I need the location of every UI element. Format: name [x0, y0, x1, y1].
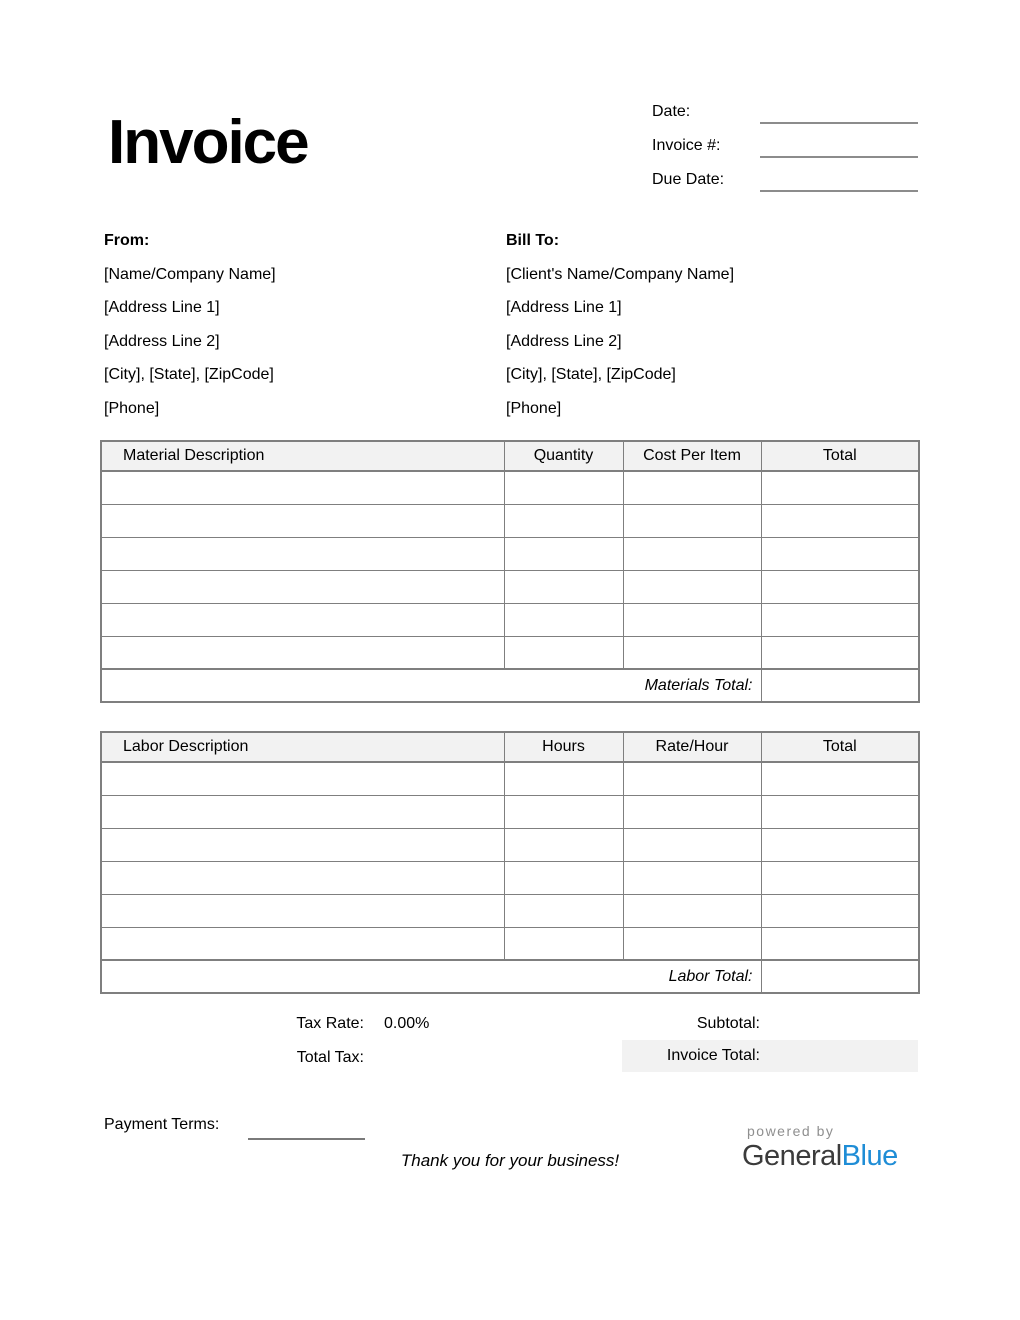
date-field-line[interactable]	[760, 122, 918, 124]
table-cell[interactable]	[101, 927, 504, 960]
table-row	[101, 861, 919, 894]
invoice-number-field-line[interactable]	[760, 156, 918, 158]
bill-to-city-line: [City], [State], [ZipCode]	[506, 366, 676, 384]
materials-header-row	[101, 441, 919, 471]
table-cell[interactable]	[623, 471, 761, 504]
table-cell[interactable]	[504, 828, 623, 861]
labor-header-row	[101, 732, 919, 762]
table-row	[101, 504, 919, 537]
from-name-line: [Name/Company Name]	[104, 265, 276, 283]
materials-header-quantity: Quantity	[504, 441, 623, 471]
table-cell[interactable]	[761, 471, 919, 504]
table-cell[interactable]	[623, 603, 761, 636]
table-cell[interactable]	[623, 828, 761, 861]
table-row	[101, 471, 919, 504]
from-phone-line: [Phone]	[104, 399, 160, 417]
materials-total-value-cell[interactable]	[761, 669, 919, 702]
bill-to-address2-line: [Address Line 2]	[506, 332, 622, 350]
table-cell[interactable]	[101, 471, 504, 504]
table-cell[interactable]	[504, 927, 623, 960]
brand-logo	[742, 1140, 898, 1173]
table-cell[interactable]	[504, 537, 623, 570]
table-cell[interactable]	[101, 861, 504, 894]
table-cell[interactable]	[504, 603, 623, 636]
table-cell[interactable]	[101, 762, 504, 795]
materials-header-cost-per-item: Cost Per Item	[623, 441, 761, 471]
table-cell[interactable]	[101, 570, 504, 603]
brand-blue-text: Blue	[841, 1140, 898, 1172]
table-cell[interactable]	[761, 537, 919, 570]
table-cell[interactable]	[504, 861, 623, 894]
due-date-field-line[interactable]	[760, 190, 918, 192]
materials-table	[100, 440, 920, 703]
materials-header-total: Total	[761, 441, 919, 471]
table-cell[interactable]	[623, 861, 761, 894]
brand-general-text: General	[742, 1140, 842, 1172]
due-date-label: Due Date:	[652, 171, 725, 188]
powered-by-text: powered by	[747, 1123, 835, 1139]
table-cell[interactable]	[101, 603, 504, 636]
table-cell[interactable]	[101, 537, 504, 570]
materials-total-label: Materials Total:	[101, 669, 761, 702]
materials-body	[101, 471, 919, 669]
table-cell[interactable]	[623, 762, 761, 795]
table-row	[101, 894, 919, 927]
labor-total-value-cell[interactable]	[761, 960, 919, 993]
table-cell[interactable]	[623, 504, 761, 537]
from-city-line: [City], [State], [ZipCode]	[104, 366, 274, 384]
table-cell[interactable]	[761, 504, 919, 537]
thank-you-note: Thank you for your business!	[400, 1151, 620, 1170]
bill-to-phone-line: [Phone]	[506, 399, 562, 417]
labor-body	[101, 762, 919, 960]
invoice-number-label: Invoice #:	[652, 137, 721, 154]
table-cell[interactable]	[101, 828, 504, 861]
table-cell[interactable]	[101, 504, 504, 537]
from-section	[104, 224, 276, 426]
materials-header-description: Material Description	[101, 441, 504, 471]
payment-terms-field-line[interactable]	[248, 1138, 365, 1140]
table-cell[interactable]	[504, 762, 623, 795]
bill-to-address1-line: [Address Line 1]	[506, 299, 622, 317]
table-cell[interactable]	[623, 570, 761, 603]
table-row	[101, 828, 919, 861]
page-title: Invoice	[108, 108, 308, 177]
labor-total-row	[101, 960, 919, 993]
labor-header-description: Labor Description	[101, 732, 504, 762]
table-row	[101, 795, 919, 828]
table-cell[interactable]	[761, 927, 919, 960]
subtotal-label: Subtotal:	[696, 1015, 760, 1032]
table-row	[101, 603, 919, 636]
table-cell[interactable]	[504, 894, 623, 927]
bill-to-heading: Bill To:	[506, 232, 560, 249]
table-cell[interactable]	[623, 894, 761, 927]
table-cell[interactable]	[101, 795, 504, 828]
from-heading: From:	[104, 232, 150, 249]
table-row	[101, 927, 919, 960]
tax-rate-label: Tax Rate:	[296, 1015, 364, 1032]
table-cell[interactable]	[504, 504, 623, 537]
tax-rate-value[interactable]: 0.00%	[384, 1015, 430, 1032]
table-cell[interactable]	[504, 471, 623, 504]
table-cell[interactable]	[761, 795, 919, 828]
labor-header-hours: Hours	[504, 732, 623, 762]
bill-to-section	[506, 224, 734, 426]
from-address2-line: [Address Line 2]	[104, 332, 220, 350]
table-cell[interactable]	[504, 570, 623, 603]
table-cell[interactable]	[623, 927, 761, 960]
labor-table	[100, 731, 920, 994]
table-cell[interactable]	[623, 795, 761, 828]
table-cell[interactable]	[761, 603, 919, 636]
table-cell[interactable]	[504, 636, 623, 669]
labor-header-rate-per-hour: Rate/Hour	[623, 732, 761, 762]
materials-total-row	[101, 669, 919, 702]
table-row	[101, 762, 919, 795]
table-cell[interactable]	[504, 795, 623, 828]
table-cell[interactable]	[761, 762, 919, 795]
table-row	[101, 570, 919, 603]
table-cell[interactable]	[101, 894, 504, 927]
table-cell[interactable]	[761, 894, 919, 927]
table-cell[interactable]	[761, 570, 919, 603]
table-row	[101, 537, 919, 570]
labor-total-label: Labor Total:	[101, 960, 761, 993]
date-label: Date:	[652, 103, 691, 120]
invoice-total-box	[622, 1040, 918, 1072]
total-tax-label: Total Tax:	[296, 1049, 364, 1066]
bill-to-name-line: [Client's Name/Company Name]	[506, 265, 735, 283]
table-row	[101, 636, 919, 669]
table-cell[interactable]	[101, 636, 504, 669]
table-cell[interactable]	[761, 636, 919, 669]
invoice-total-label: Invoice Total:	[666, 1047, 760, 1064]
table-cell[interactable]	[761, 861, 919, 894]
from-address1-line: [Address Line 1]	[104, 299, 220, 317]
labor-header-total: Total	[761, 732, 919, 762]
table-cell[interactable]	[623, 537, 761, 570]
table-cell[interactable]	[623, 636, 761, 669]
payment-terms-label: Payment Terms:	[104, 1116, 220, 1133]
table-cell[interactable]	[761, 828, 919, 861]
